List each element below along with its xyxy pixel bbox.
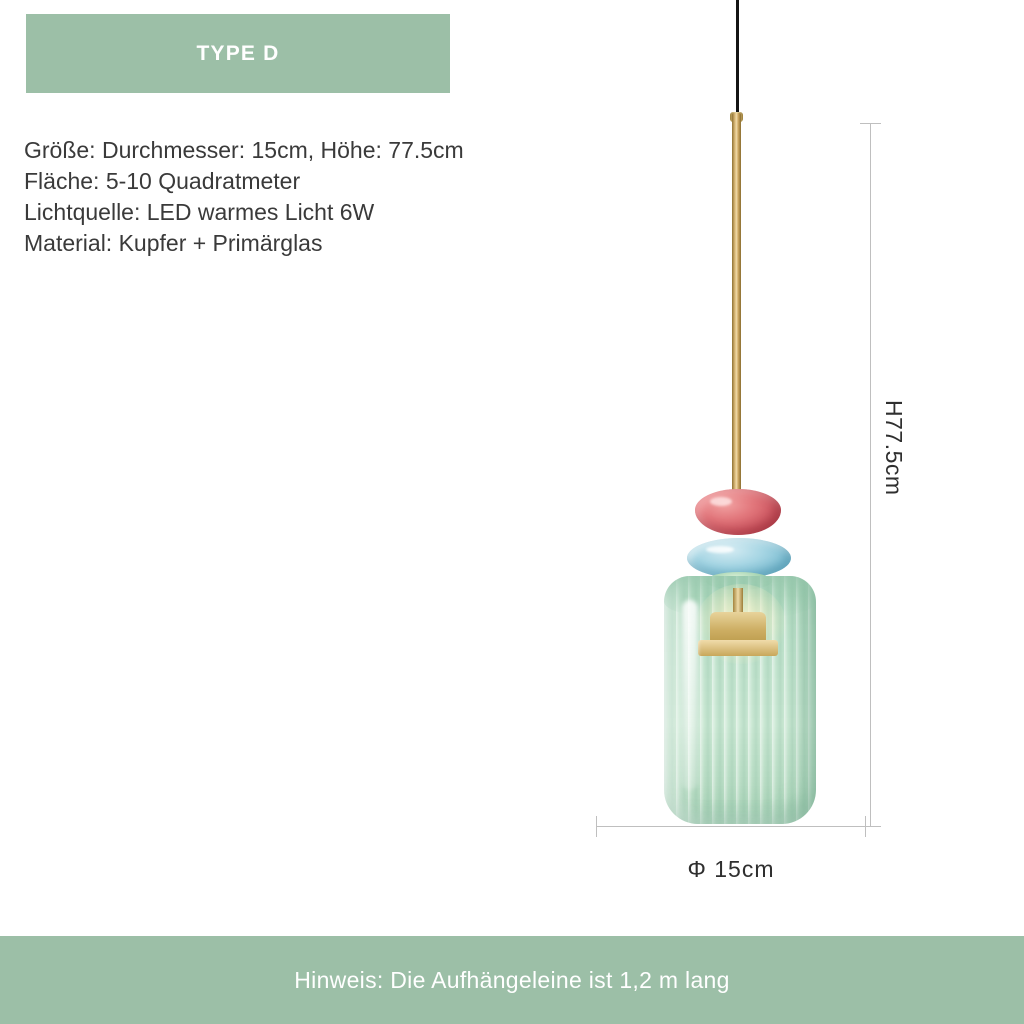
spec-line-lightsource: Lichtquelle: LED warmes Licht 6W xyxy=(24,199,375,225)
blue-bead-highlight xyxy=(706,546,734,553)
footer-note-text: Hinweis: Die Aufhängeleine ist 1,2 m lang xyxy=(294,966,730,993)
pendant-lamp-illustration xyxy=(640,0,860,830)
lamp-cord xyxy=(736,0,739,116)
type-badge xyxy=(26,14,450,93)
height-dimension-line xyxy=(870,123,871,826)
lamp-brass-rod xyxy=(732,113,741,503)
lamp-socket-plate xyxy=(698,640,778,656)
red-bead-highlight xyxy=(710,497,732,506)
footer-note-bar xyxy=(0,936,1024,1024)
glass-gloss-highlight xyxy=(682,600,698,790)
specification-list xyxy=(24,135,644,259)
lamp-red-glass-bead xyxy=(695,489,781,535)
diameter-dimension-cap-right xyxy=(865,816,866,837)
spec-line-area: Fläche: 5-10 Quadratmeter xyxy=(24,168,301,194)
diameter-dimension-label: Φ 15cm xyxy=(687,856,775,882)
diameter-dimension-line xyxy=(596,826,866,827)
spec-line-material: Material: Kupfer + Primärglas xyxy=(24,230,323,256)
height-dimension-label: H77.5cm xyxy=(881,400,907,496)
spec-line-size: Größe: Durchmesser: 15cm, Höhe: 77.5cm xyxy=(24,137,464,163)
type-badge-label: TYPE D xyxy=(196,41,280,65)
